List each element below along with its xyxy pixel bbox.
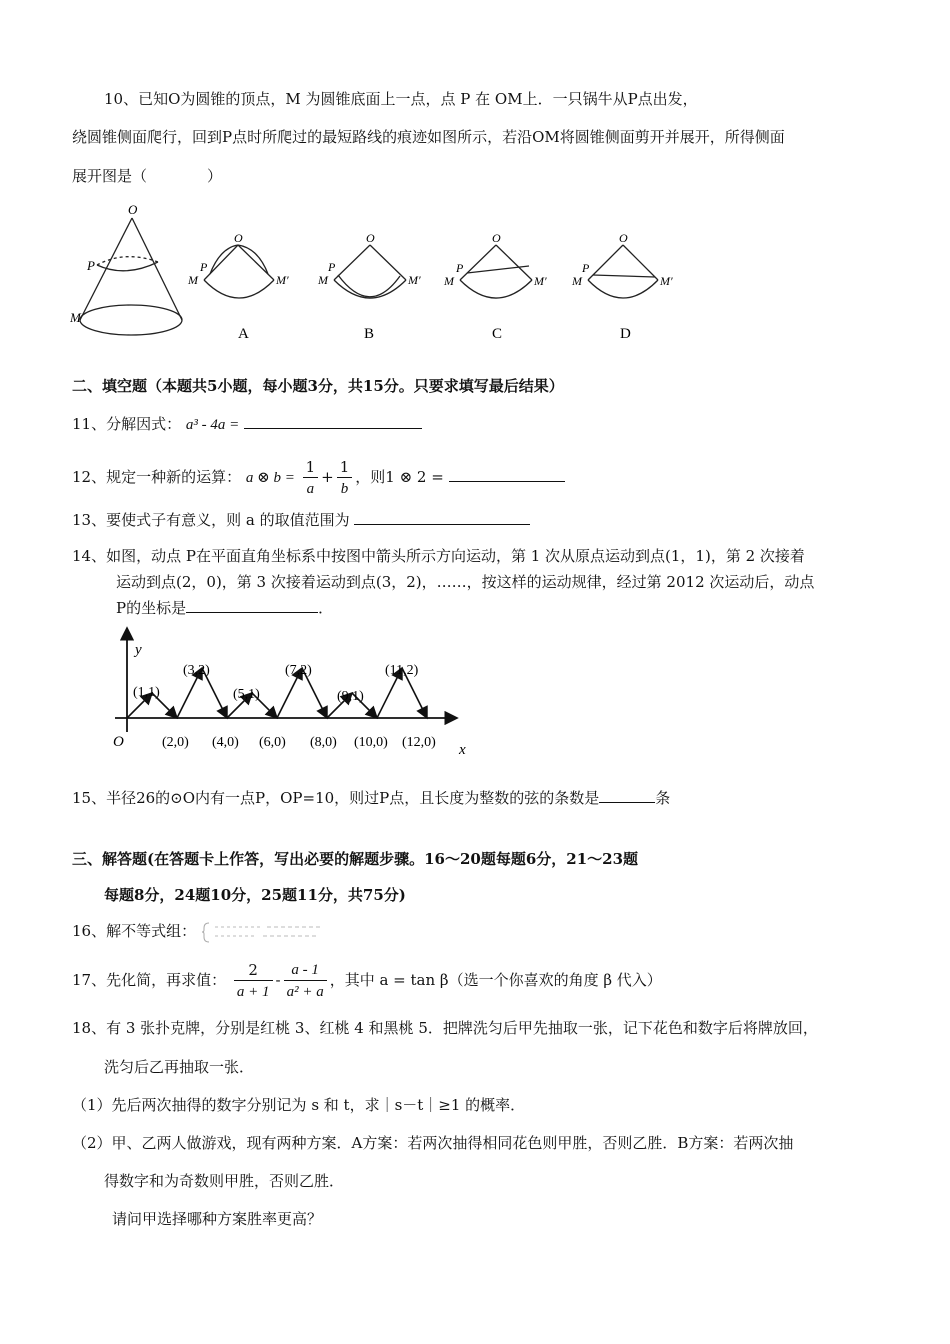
bottom-label-3: (8,0) (310, 735, 337, 750)
option-a-label-O: O (234, 231, 243, 245)
option-c-label-P: P (456, 261, 464, 275)
bottom-label-1: (4,0) (212, 735, 239, 750)
cone-label-P: P (87, 258, 95, 273)
bottom-label-0: (2,0) (162, 735, 189, 750)
q17-suffix: ，其中 a = tan β（选一个你喜欢的角度 β 代入） (329, 971, 662, 989)
q13-answer-blank[interactable] (354, 510, 530, 525)
q14-line3-end: ． (318, 599, 334, 617)
q17-frac-1: $\frac{2}{a + 1}$ (234, 960, 273, 1003)
option-a: A (238, 326, 249, 342)
option-c-label-O: O (492, 231, 501, 245)
q18-part2a: （2）甲、乙两人做游戏，现有两种方案．A方案：若两次抽得相同花色则甲胜，否则乙胜．B方案：若两次抽 (72, 1134, 794, 1152)
option-b-label-M2: M′ (408, 273, 421, 287)
top-label-0: (1,1) (133, 685, 160, 700)
q18-part2c: 请问甲选择哪种方案胜率更高？ (112, 1210, 323, 1228)
top-label-1: (3,2) (183, 663, 210, 678)
q14-line1: 14、如图，动点 P在平面直角坐标系中按图中箭头所示方向运动，第 1 次从原点运动到点(1，1)，第 2 次接着 (72, 547, 805, 565)
option-c: C (492, 326, 503, 342)
top-label-2: (5,1) (233, 687, 260, 702)
q12-frac-1: $\frac{1}{a}$ (303, 457, 319, 500)
q11-prefix: 11、分解因式： (72, 415, 182, 433)
q14-line3 (116, 598, 333, 618)
q14-graph (105, 620, 485, 760)
q18-part2b: 得数字和为奇数则甲胜，否则乙胜． (104, 1172, 345, 1190)
section2-title: 二、填空题（本题共5小题，每小题3分，共15分。只要求填写最后结果） (72, 377, 564, 395)
cone-label-M: M (70, 310, 81, 325)
top-label-3: (7,2) (285, 663, 312, 678)
q13 (72, 510, 530, 530)
q17-minus: - (275, 971, 281, 989)
q17 (72, 955, 662, 1005)
section3-line2: 每题8分，24题10分，25题11分，共75分) (104, 886, 406, 904)
q12-plus: + (321, 468, 334, 486)
option-a-figure (204, 245, 274, 298)
top-label-5: (11,2) (385, 663, 419, 678)
q18-part1: （1）先后两次抽得的数字分别记为 s 和 t，求｜s－t｜≥1 的概率． (72, 1096, 526, 1114)
top-label-4: (9,1) (337, 689, 364, 704)
option-c-label-M2: M′ (534, 274, 547, 288)
q14-answer-blank[interactable] (186, 598, 318, 613)
q15-suffix: 条 (655, 789, 671, 807)
q10-line1: 10、已知O为圆锥的顶点，M 为圆锥底面上一点，点 P 在 OM上．一只锅牛从P点出发， (104, 90, 698, 108)
q14-line2: 运动到点(2，0)，第 3 次接着运动到点(3，2)，……，按这样的运动规律，经过第 2012 次运动后，动点 (116, 573, 815, 591)
q13-text: 13、要使式子有意义，则 a 的取值范围为 (72, 511, 350, 529)
q12-prefix: 12、规定一种新的运算： (72, 468, 242, 486)
q12 (72, 452, 565, 502)
q14-line3-text: P的坐标是 (116, 599, 187, 617)
cone-label-O: O (128, 202, 138, 217)
option-d: D (620, 326, 631, 342)
q10-line3: 展开图是（ ） (72, 167, 223, 185)
q12-lhs: a ⊗ b = (245, 470, 295, 486)
q15 (72, 788, 670, 808)
bottom-label-5: (12,0) (402, 735, 436, 750)
q16-text: 16、解不等式组： (72, 922, 197, 940)
q12-mid: ，则1 ⊗ 2 = (355, 468, 444, 486)
cone-figure (80, 218, 182, 335)
q10-line2: 绕圆锥侧面爬行，回到P点时所爬过的最短路线的痕迹如图所示，若沿OM将圆锥侧面剪开并展开，所得侧面 (72, 128, 785, 146)
option-d-label-P: P (582, 261, 590, 275)
q12-answer-blank[interactable] (449, 467, 565, 482)
cone-figures (70, 198, 710, 348)
q18-line2: 洗匀后乙再抽取一张． (104, 1058, 255, 1076)
q17-frac-2: $\frac{a - 1}{\text{a² + a}}$ (284, 960, 327, 1003)
option-b-label-M: M (318, 273, 328, 287)
bottom-label-4: (10,0) (354, 735, 388, 750)
option-a-label-M2: M′ (276, 273, 289, 287)
q12-frac-2: $\frac{1}{b}$ (337, 457, 353, 500)
section3-line1: 三、解答题(在答题卡上作答，写出必要的解题步骤。16～20题每题6分，21～23题 (72, 850, 639, 868)
option-b-label-O: O (366, 231, 375, 245)
q18-line1: 18、有 3 张扑克牌，分别是红桃 3、红桃 4 和黑桃 5．把牌洗匀后甲先抽取一张，记下花色和数字后将牌放回， (72, 1019, 818, 1037)
option-d-label-M2: M′ (660, 274, 673, 288)
option-a-label-M: M (188, 273, 198, 287)
q17-prefix: 17、先化简，再求值： (72, 971, 227, 989)
option-d-label-M: M (572, 274, 582, 288)
q11 (72, 414, 422, 435)
option-b-label-P: P (328, 260, 336, 274)
q11-expr: a³ - 4a = (185, 417, 240, 433)
bottom-label-2: (6,0) (259, 735, 286, 750)
q16-system-image (201, 921, 351, 943)
option-b-figure (334, 245, 406, 298)
option-a-label-P: P (200, 260, 208, 274)
option-c-figure (460, 245, 532, 298)
option-d-label-O: O (619, 231, 628, 245)
motion-path (127, 668, 427, 718)
origin-label: O (113, 734, 124, 750)
q16 (72, 921, 351, 943)
option-d-figure (588, 245, 658, 298)
axis-y-label: y (135, 642, 142, 658)
axis-x-label: x (459, 742, 466, 758)
q15-answer-blank[interactable] (599, 788, 655, 803)
q11-answer-blank[interactable] (244, 414, 422, 429)
option-c-label-M: M (444, 274, 454, 288)
option-b: B (364, 326, 375, 342)
q15-text: 15、半径26的⊙O内有一点P，OP=10，则过P点，且长度为整数的弦的条数是 (72, 789, 600, 807)
